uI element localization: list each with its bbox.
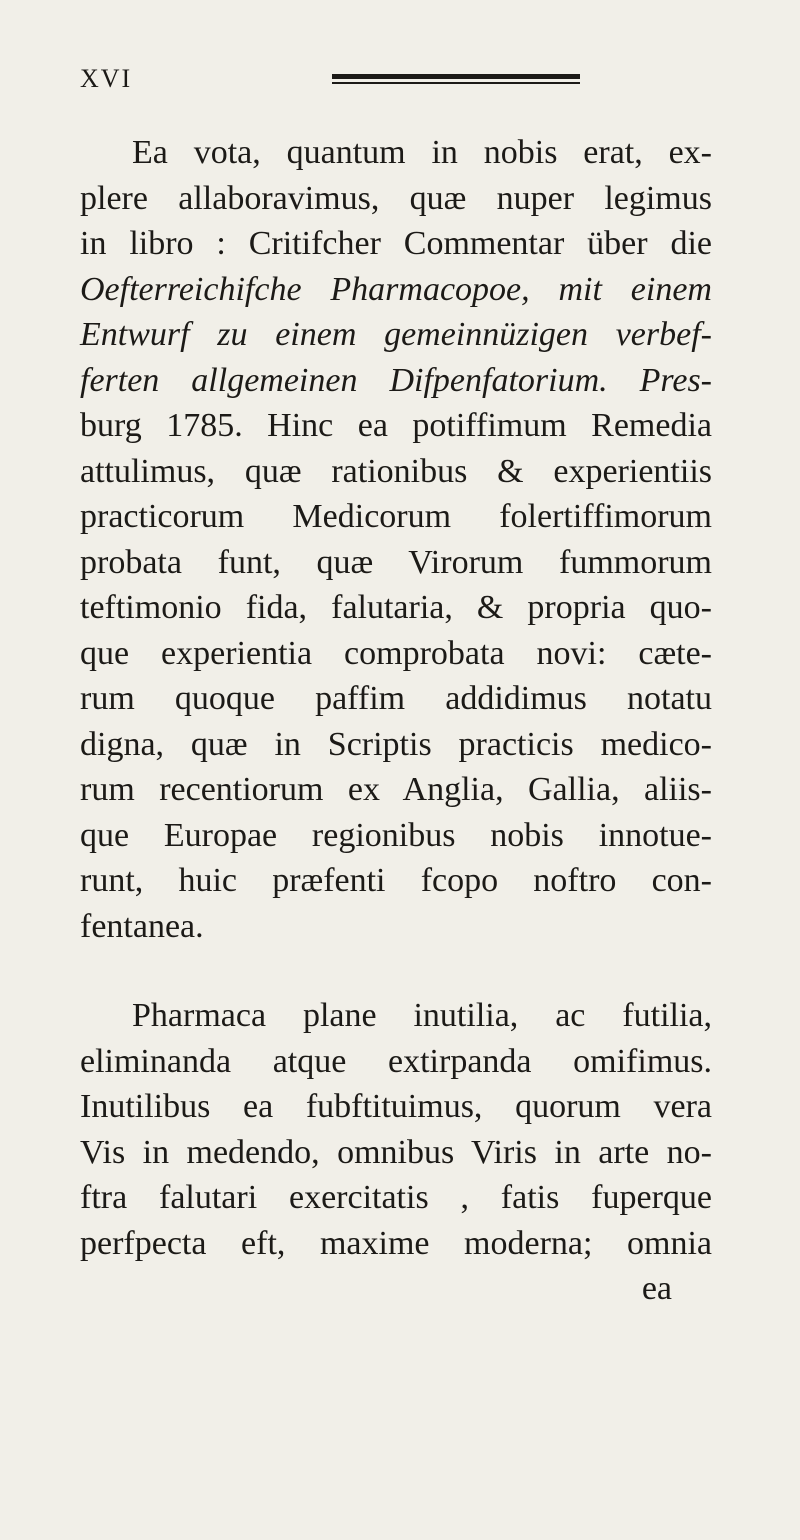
text-line: que Europae regionibus nobis innotue-	[80, 816, 712, 854]
text-line: practicorum Medicorum folertiffimorum	[80, 498, 712, 535]
body-text	[80, 130, 712, 1312]
catchword: ea	[641, 1270, 672, 1307]
paragraph-2	[80, 993, 712, 1266]
paragraph-1	[80, 130, 712, 949]
text-line: Oefterreichifche Pharmacopoe, mit einem	[80, 270, 712, 308]
text-line: Pharmaca plane inutilia, ac futilia,	[132, 997, 712, 1034]
text-line: digna, quæ in Scriptis practicis medico-	[80, 725, 712, 763]
text-line: Inutilibus ea fubftituimus, quorum vera	[80, 1088, 712, 1125]
text-line: perfpecta eft, maxime moderna; omnia	[80, 1224, 712, 1262]
text-line: plere allaboravimus, quæ nuper legimus	[80, 179, 712, 217]
running-header	[80, 58, 720, 98]
header-ornament-rule	[332, 74, 580, 84]
text-line: eliminanda atque extirpanda omifimus.	[80, 1042, 712, 1080]
text-line: in libro : Critifcher Commentar über die	[80, 225, 712, 262]
text-line: ferten allgemeinen Difpenfatorium. Pres-	[80, 361, 712, 399]
text-line: ftra falutari exercitatis , fatis fuperque	[80, 1179, 712, 1216]
text-line: fentanea.	[80, 907, 204, 945]
text-line: rum recentiorum ex Anglia, Gallia, aliis-	[80, 771, 712, 808]
text-line: que experientia comprobata novi: cæte-	[80, 634, 712, 672]
text-line: Ea vota, quantum in nobis erat, ex-	[132, 134, 712, 171]
text-line: burg 1785. Hinc ea potiffimum Remedia	[80, 407, 712, 444]
text-line: teftimonio fida, falutaria, & propria quo-	[80, 589, 712, 626]
page-number: XVI	[80, 64, 133, 93]
paragraph-gap	[80, 949, 712, 993]
text-line: Entwurf zu einem gemeinnüzigen verbef-	[80, 316, 712, 353]
text-line: runt, huic præfenti fcopo noftro con-	[80, 862, 712, 899]
text-line: attulimus, quæ rationibus & experientiis	[80, 452, 712, 490]
text-line: probata funt, quæ Virorum fummorum	[80, 543, 712, 581]
text-line: rum quoque paffim addidimus notatu	[80, 680, 712, 717]
text-line: Vis in medendo, omnibus Viris in arte no-	[80, 1133, 712, 1171]
